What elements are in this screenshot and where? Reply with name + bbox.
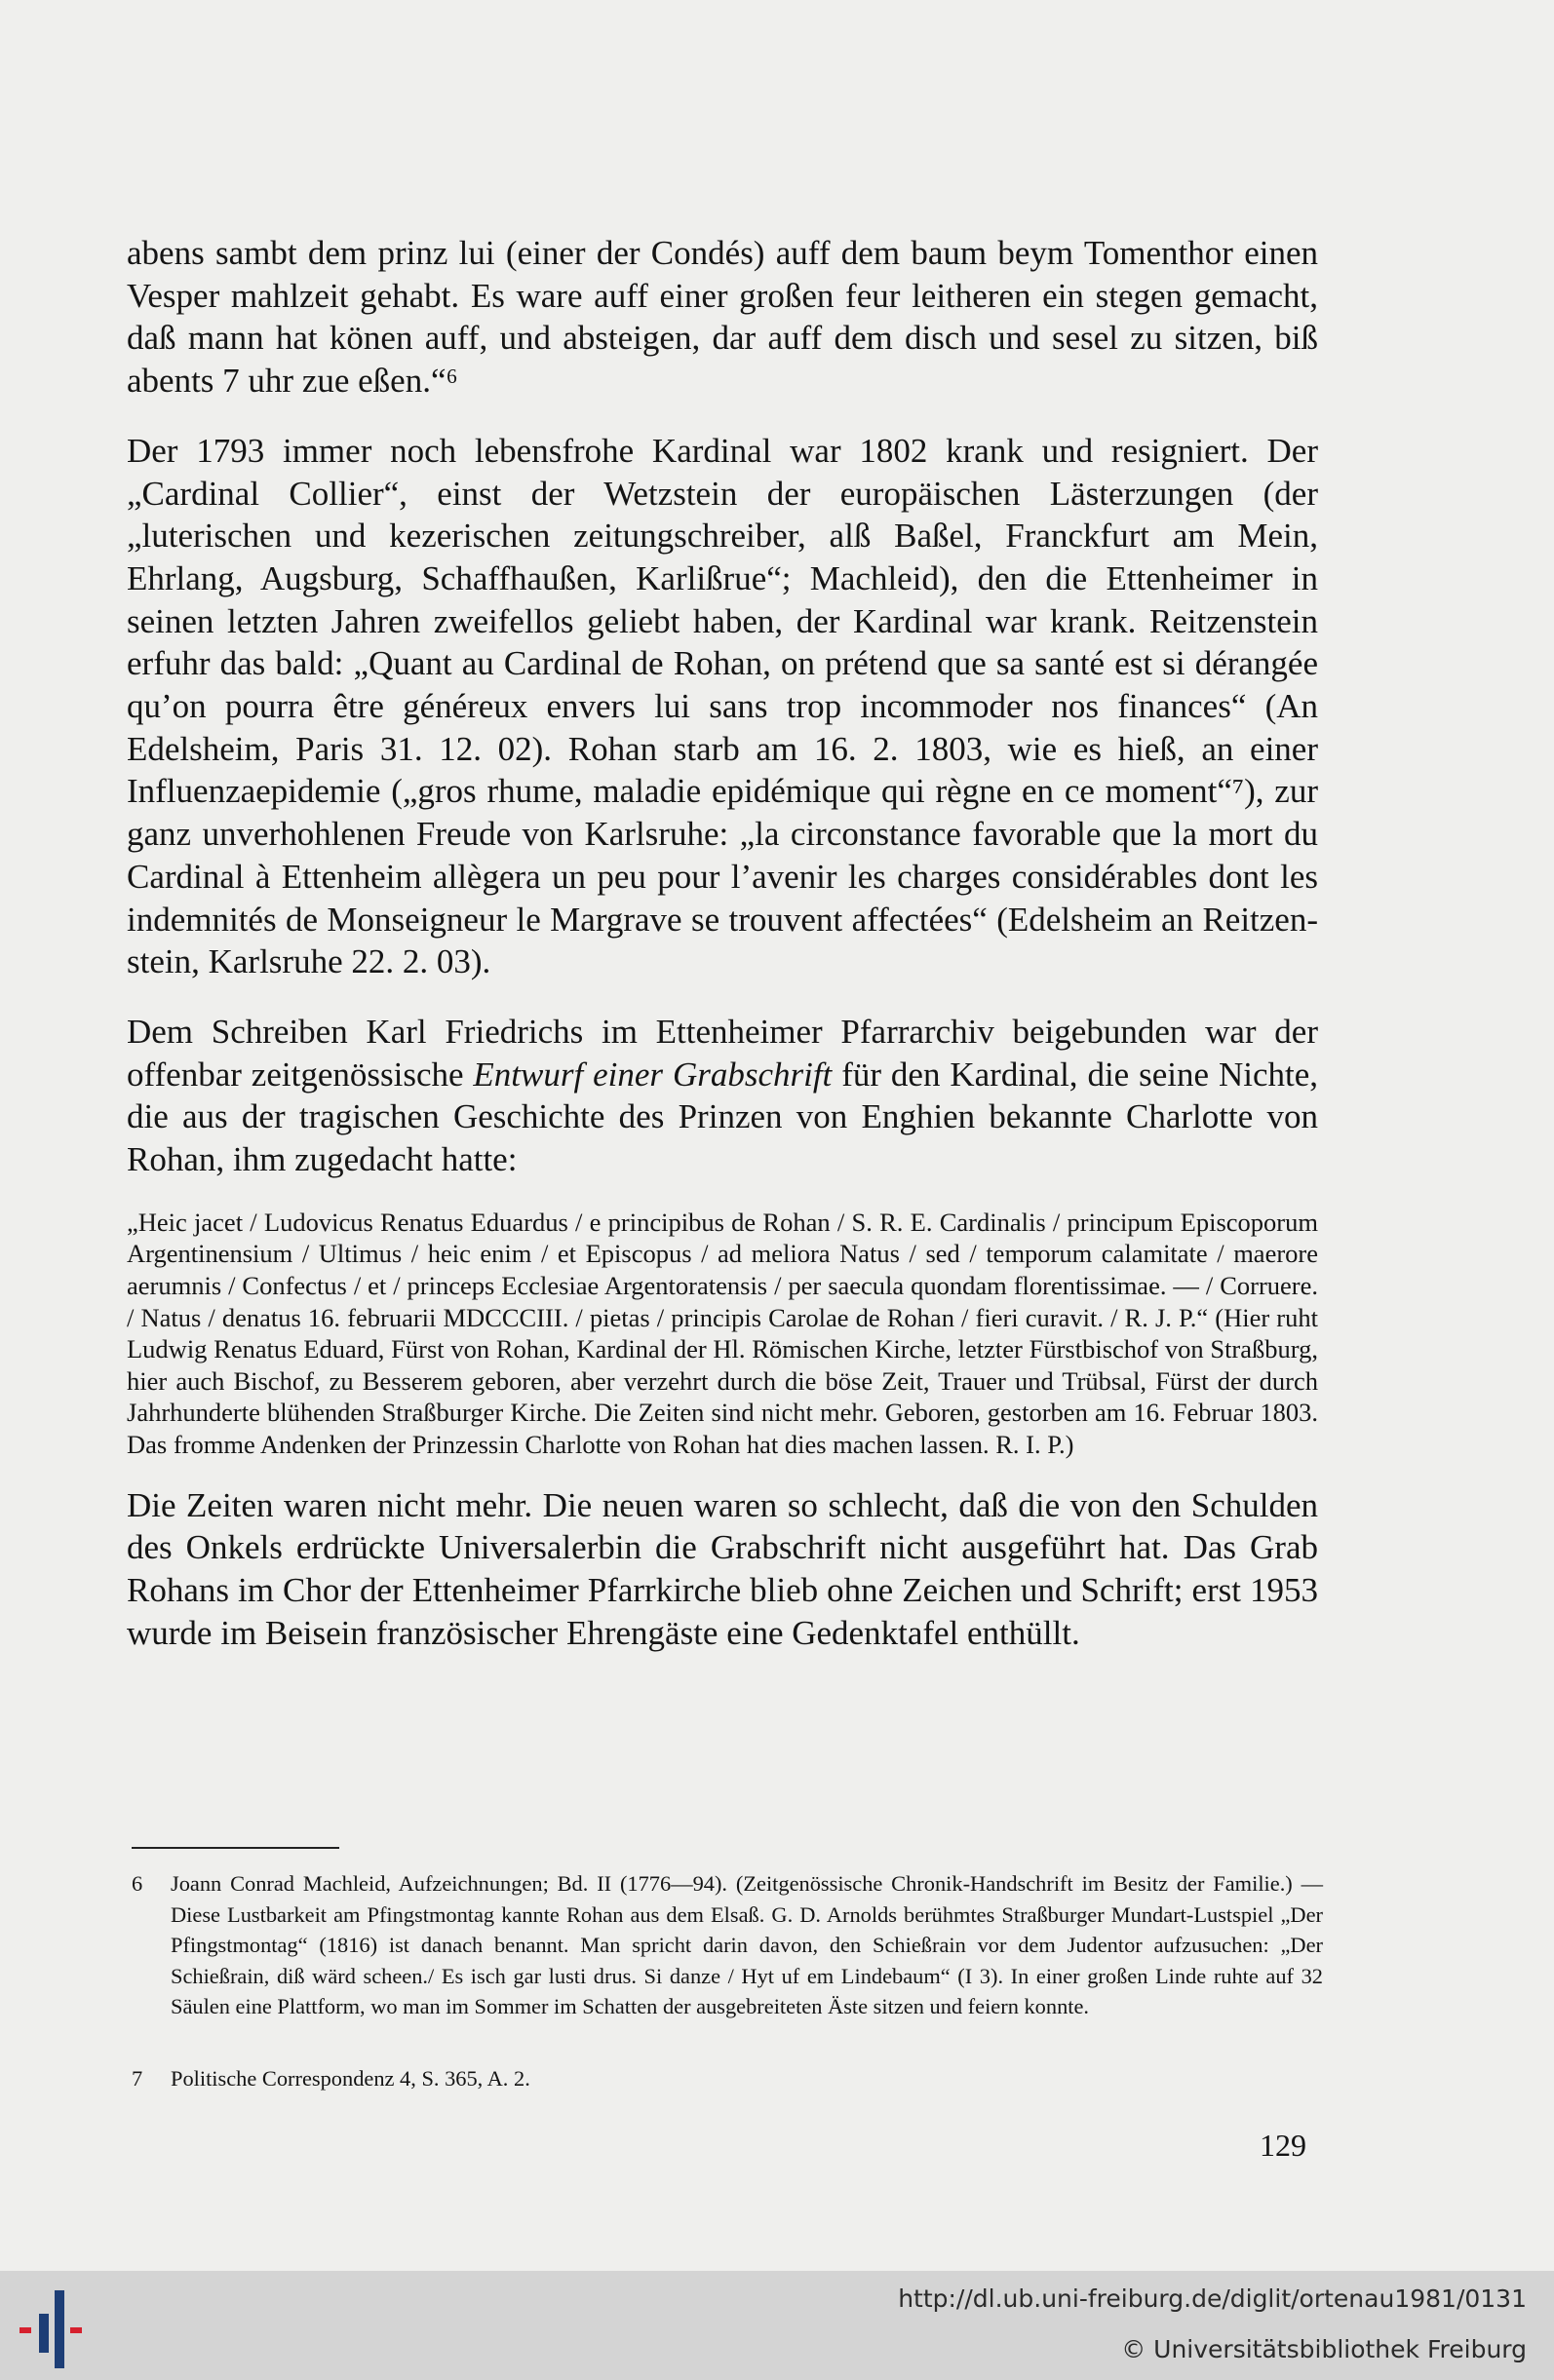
copyright-notice: © Universitätsbibliothek Freiburg bbox=[1121, 2335, 1527, 2363]
footnote-7 bbox=[132, 2063, 1323, 2094]
footnote-text: Politische Correspondenz 4, S. 365, A. 2. bbox=[171, 2066, 530, 2091]
footnote-number: 7 bbox=[132, 2066, 143, 2091]
viewer-footer bbox=[0, 2271, 1554, 2380]
footnote-text: Joann Conrad Machleid, Aufzeichnungen; Bd. II (1776—94). (Zeitgenössische Chronik-Handschrift im Besitz der Familie.) — Diese Lustbarkeit am Pfingstmontag kannte Rohan aus dem Elsaß. G. D. Arnolds berühmtes Straßburger Mundart-Lustspiel „Der Pfingstmontag“ (1816) ist danach benannt. Man spricht darin davon, den Schießrain vor dem Judentor aufzusuchen: „Der Schießrain, diß wärd scheen./ Es isch gar lusti drus. Si danze / Hyt uf em Lindebaum“ (I 3). In einer großen Linde ruhte auf 32 Säulen eine Plattform, wo man im Sommer im Schatten der ausgebreiteten Äste sitzen und feiern konnte. bbox=[171, 1871, 1323, 2018]
paragraph-1: abens sambt dem prinz lui (einer der Condés) auff dem baum beym Tomenthor einen Vesper mahlzeit gehabt. Es ware auff einer großen feur leitheren ein stegen gemacht, daß mann hat könen auff, und absteigen, dar auff dem disch und sesel zu sitzen, biß abents 7 uhr zue eßen.“⁶ bbox=[127, 234, 1318, 401]
paragraph-3-lead: Dem Schreiben Karl Friedrichs im Ettenheimer Pfarrarchiv beigebunden war der offenbar zeitgenössische bbox=[127, 1012, 1318, 1094]
closing-paragraph: Die Zeiten waren nicht mehr. Die neuen waren so schlecht, daß die von den Schulden des Onkels erdrückte Universalerbin die Grabschrift nicht ausgeführt hat. Das Grab Rohans im Chor der Ettenheimer Pfarrkirche blieb ohne Zeichen und Schrift; erst 1953 wurde im Beisein französischer Ehrengäste eine Gedenktafel enthüllt. bbox=[127, 1485, 1318, 1652]
document-url-link[interactable]: http://dl.ub.uni-freiburg.de/diglit/ortenau1981/0131 bbox=[898, 2284, 1527, 2313]
paragraph-3-tail: für den Kardinal, die seine Nichte, die aus der tragischen Geschichte des Prinzen von Enghien bekannte Charlotte von Rohan, ihm zugedacht hatte: bbox=[127, 1055, 1318, 1179]
paragraph-2: Der 1793 immer noch lebensfrohe Kardinal war 1802 krank und resigniert. Der „Cardinal Collier“, einst der Wetzstein der europäischen Lästerzungen (der „luterischen und kezerischen zeitungschreiber, alß Baßel, Franckfurt am Mein, Ehrlang, Augsburg, Schaffhaußen, Karlißrue“; Machleid), den die Ettenheimer in seinen letzten Jahren zweifellos geliebt haben, der Kardinal war krank. Reitzenstein erfuhr das bald: „Quant au Cardinal de Rohan, on prétend que sa santé est si dérangée qu’on pourra être généreux envers lui sans trop incommoder nos finances“ (An Edelsheim, Paris 31. 12. 02). Rohan starb am 16. 2. 1803, wie es hieß, an einer Influenzaepidemie („gros rhume, maladie epidémique qui règne en ce moment“⁷), zur ganz unverhohlenen Freude von Karlsruhe: „la circonstance favorable que la mort du Cardinal à Ettenheim allègera un peu pour l’avenir les charges considérables dont les indemnités de Monseigneur le Margrave se trouvent affectées“ (Edelsheim an Reitzenstein, Karlsruhe 22. 2. 03). bbox=[127, 431, 1318, 981]
epitaph-quote: „Heic jacet / Ludovicus Renatus Eduardus / e principibus de Rohan / S. R. E. Cardinalis / principum Episcoporum Argentinensium / Ultimus / heic enim / et Episcopus / ad meliora Natus / sed / temporum calamitate / maerore aerumnis / Confectus / et / princeps Ecclesiae Argentoratensis / per saecula quondam florentissimae. — / Corruere. / Natus / denatus 16. februarii MDCCCIII. / pietas / principis Carolae de Rohan / fieri curavit. / R. J. P.“ (Hier ruht Ludwig Renatus Eduard, Fürst von Rohan, Kardinal der Hl. Römischen Kirche, letzter Fürstbischof von Straßburg, hier auch Bischof, zu Besserem geboren, aber verzehrt durch die böse Zeit, Trauer und Trübsal, Fürst der durch Jahrhunderte blühenden Straßburger Kirche. Die Zeiten sind nicht mehr. Geboren, gestorben am 16. Februar 1803. Das fromme Andenken der Prinzessin Charlotte von Rohan hat dies machen lassen. R. I. P.) bbox=[127, 1207, 1318, 1459]
footnote-6 bbox=[132, 1868, 1323, 2022]
page-number: 129 bbox=[1260, 2128, 1306, 2163]
body-text bbox=[127, 232, 1318, 1654]
paragraph-3-italic: Entwurf einer Grabschrift bbox=[473, 1055, 833, 1094]
paragraph-3 bbox=[127, 1011, 1318, 1181]
footnote-number: 6 bbox=[132, 1871, 143, 1896]
ub-freiburg-logo-icon bbox=[19, 2290, 99, 2368]
footnote-divider bbox=[132, 1847, 339, 1849]
